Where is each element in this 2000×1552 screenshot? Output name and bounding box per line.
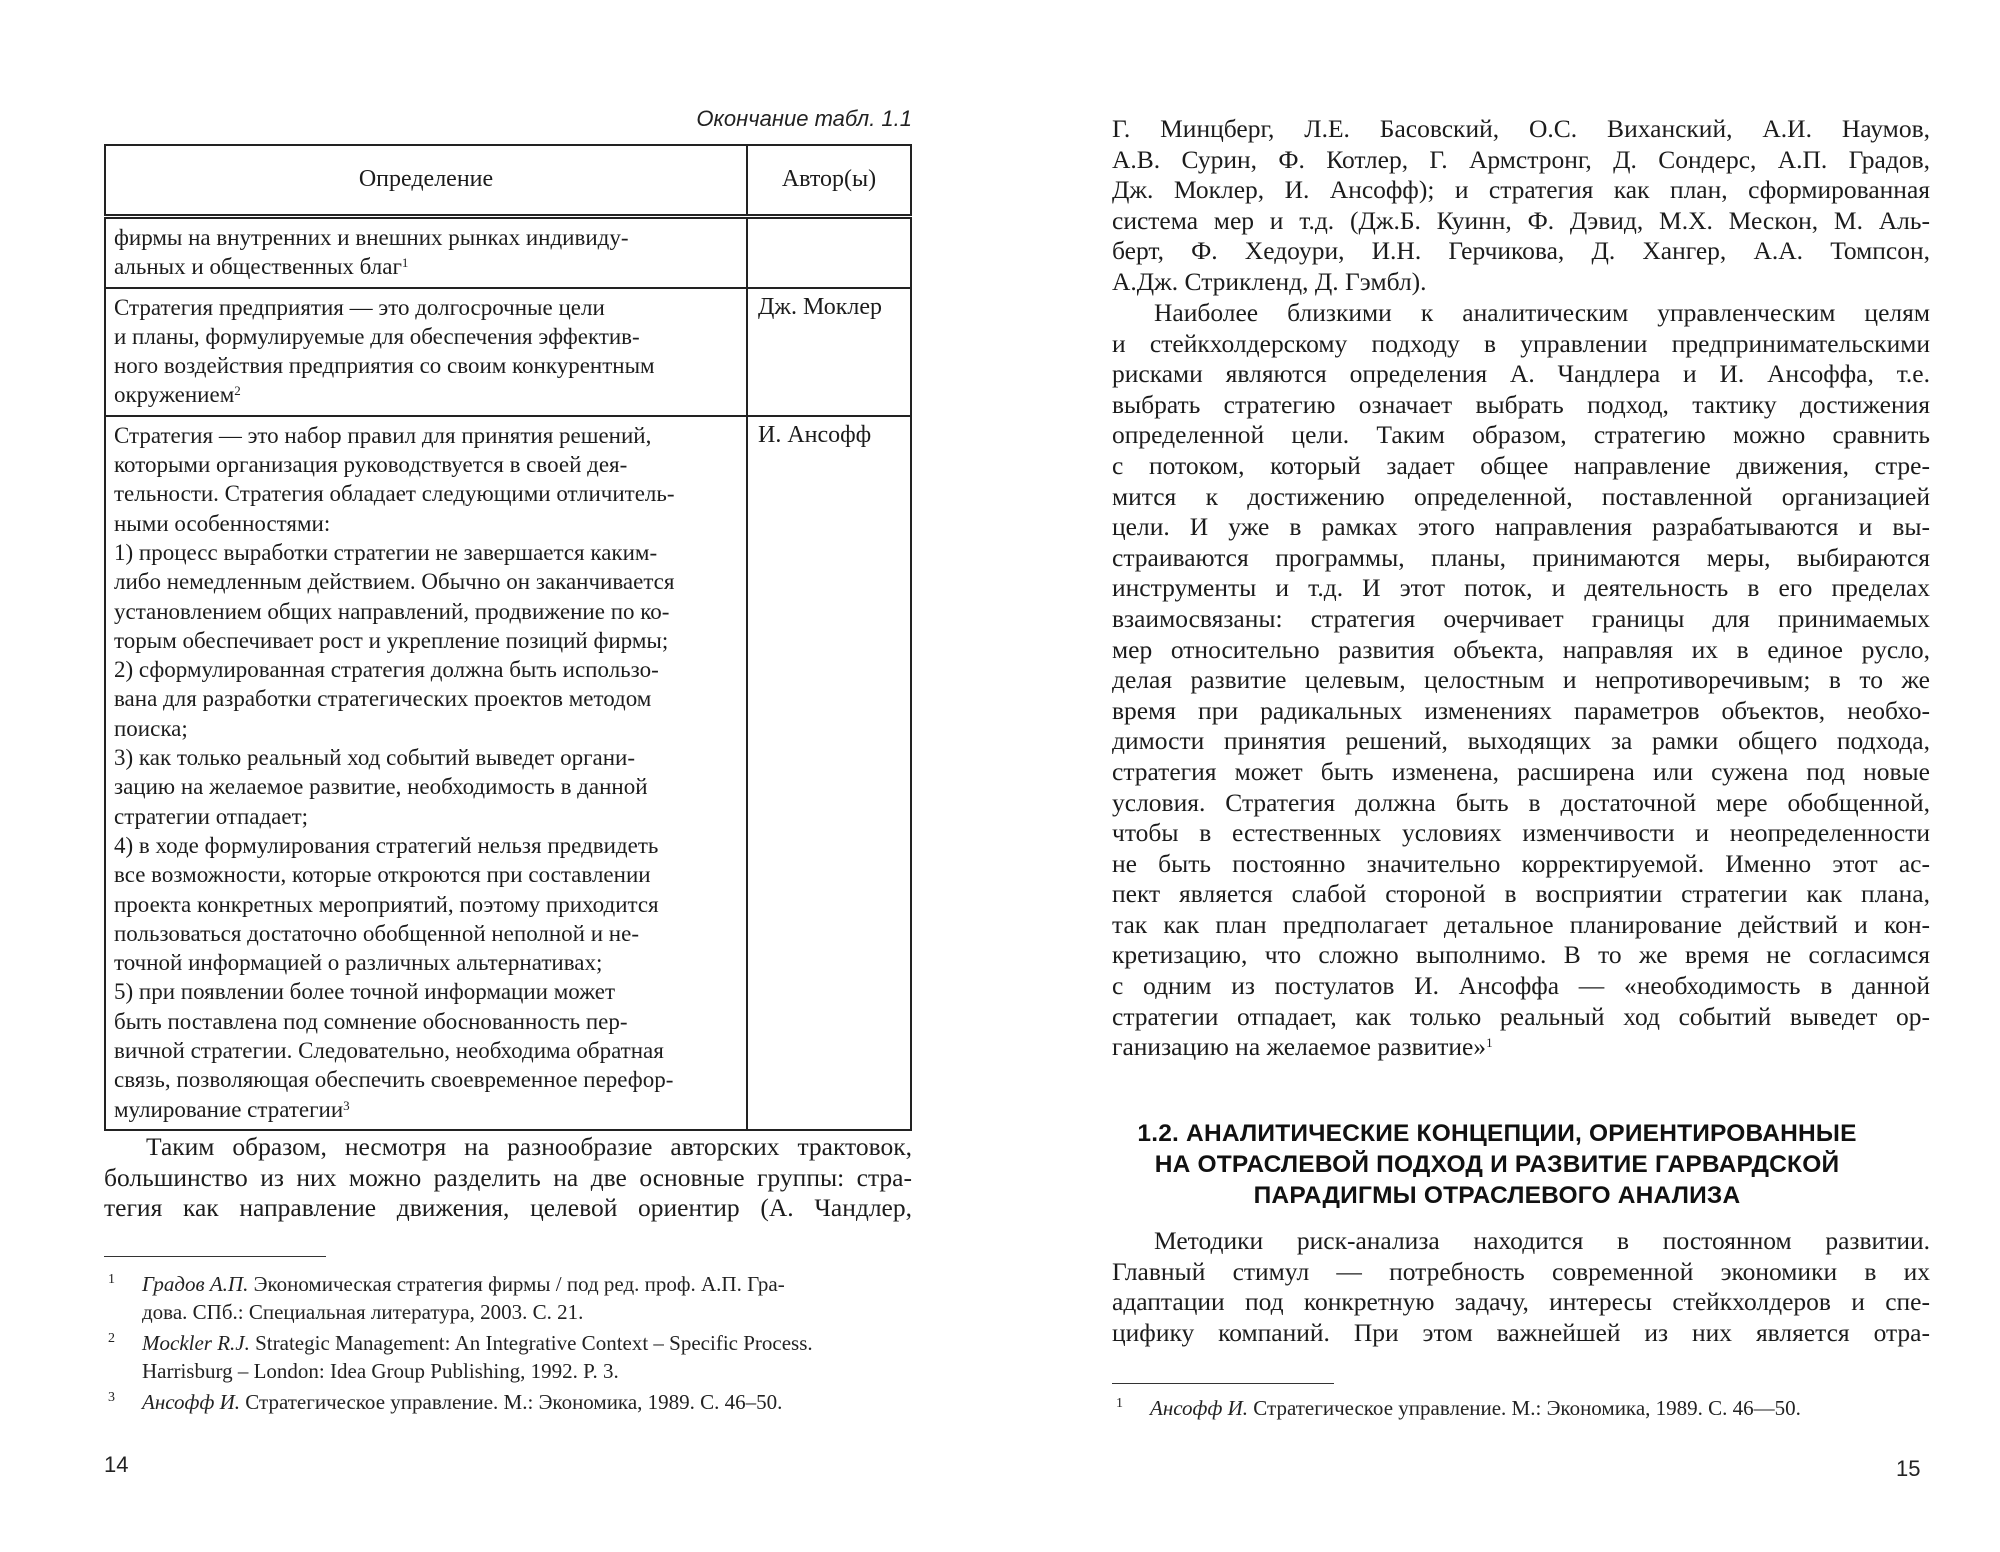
footnote-ref: 1 <box>1486 1035 1493 1051</box>
definitions-table <box>104 144 912 1131</box>
definition-line: альных и общественных благ <box>114 254 402 280</box>
text-line: тегия как направление движения, целевой ориентир (А. Чандлер, <box>104 1193 912 1223</box>
text-line: определенной цели. Таким образом, стратегию можно сравнить <box>1112 420 1930 450</box>
text-line: взаимосвязаны: стратегия очерчивает границы для принимаемых <box>1112 603 1930 633</box>
table-header-row <box>105 145 911 217</box>
text-line: так как план предполагает детальное планирование действий и кон- <box>1112 909 1930 939</box>
header-definition: Определение <box>105 145 747 217</box>
text-line: с одним из постулатов И. Ансоффа — «необходимость в данной <box>1112 971 1930 1001</box>
table-row <box>105 416 911 1130</box>
text-line: большинство из них можно разделить на две основные группы: стра- <box>104 1162 912 1192</box>
text-line: Наиболее близкими к аналитическим управленческим целям <box>1154 298 1930 327</box>
right-body-paragraph-2 <box>1112 298 1930 1063</box>
footnote-text: Strategic Management: An Integrative Context – Specific Process. <box>249 1331 813 1355</box>
text-line: условия. Стратегия должна быть в достаточной мере обобщенной, <box>1112 787 1930 817</box>
text-line: чтобы в естественных условиях изменчивости и неопределенности <box>1112 818 1930 848</box>
footnote <box>104 1270 912 1326</box>
author-cell: Дж. Моклер <box>747 288 911 416</box>
text-line: выбрать стратегию означает выбрать подход, тактику достижения <box>1112 389 1930 419</box>
text-line: цели. И уже в рамках этого направления разрабатываются и вы- <box>1112 512 1930 542</box>
page-number: 15 <box>1896 1456 1921 1481</box>
footnote-text: Стратегическое управление. М.: Экономика, 1989. С. 46–50. <box>240 1390 783 1414</box>
text-line: с потоком, который задает общее направление движения, стре- <box>1112 450 1930 480</box>
footnote-rule <box>1112 1383 1334 1384</box>
footnote-number: 1 <box>108 1272 115 1287</box>
footnote-ref: 3 <box>343 1097 350 1113</box>
definition-line: мулирование стратегии <box>114 1096 344 1122</box>
footnote-number: 3 <box>108 1390 115 1405</box>
text-line: и стейкхолдерскому подходу в управлении предпринимательскими <box>1112 328 1930 358</box>
author-cell: И. Ансофф <box>747 416 911 1130</box>
definition-line: связь, позволяющая обеспечить своевременное перефор- <box>114 1067 674 1093</box>
footnote-author: Градов А.П. <box>142 1272 249 1296</box>
definition-line: ного воздействия предприятия со своим конкурентным <box>114 353 655 379</box>
heading-line: 1.2. АНАЛИТИЧЕСКИЕ КОНЦЕПЦИИ, ОРИЕНТИРОВАННЫЕ <box>1137 1120 1857 1147</box>
definition-line: Стратегия — это набор правил для принятия решений, <box>114 422 652 448</box>
definition-line: 1) процесс выработки стратегии не завершается каким- <box>114 539 658 565</box>
footnote-text: Harrisburg – London: Idea Group Publishing, 1992. P. 3. <box>142 1359 619 1383</box>
footnote-text: Стратегическое управление. М.: Экономика, 1989. С. 46—50. <box>1248 1396 1801 1420</box>
definition-cell <box>105 217 747 288</box>
footnote-ref: 1 <box>401 255 409 271</box>
footnote-author: Ансофф И. <box>142 1390 241 1414</box>
heading-line: НА ОТРАСЛЕВОЙ ПОДХОД И РАЗВИТИЕ ГАРВАРДСКОЙ <box>1154 1151 1840 1178</box>
text-line: адаптации под конкретную задачу, интересы стейкхолдеров и спе- <box>1112 1287 1930 1317</box>
definition-line: вана для разработки стратегических проектов методом <box>114 686 652 712</box>
text-line: Главный стимул — потребность современной экономики в их <box>1112 1256 1930 1286</box>
definition-line: ными особенностями: <box>114 510 331 536</box>
text-line: димости принятия решений, выходящих за рамки общего подхода, <box>1112 726 1930 756</box>
definition-line: стратегии отпадает; <box>114 803 309 829</box>
footnote-rule <box>104 1256 326 1257</box>
table-row <box>105 288 911 416</box>
text-line: мится к достижению определенной, поставленной организацией <box>1112 481 1930 511</box>
definition-line: либо немедленным действием. Обычно он заканчивается <box>114 569 675 595</box>
text-line: Дж. Моклер, И. Ансофф); и стратегия как план, сформированная <box>1112 175 1930 205</box>
left-footnotes <box>104 1270 912 1419</box>
definition-line: проекта конкретных мероприятий, поэтому приходится <box>114 891 659 917</box>
definition-line: окружением <box>114 382 235 408</box>
definition-line: 2) сформулированная стратегия должна быть использо- <box>114 657 659 683</box>
text-line: Таким образом, несмотря на разнообразие авторских трактовок, <box>146 1132 912 1161</box>
footnote <box>1112 1394 1930 1422</box>
left-body-paragraph <box>104 1132 912 1224</box>
text-line: берт, Ф. Хедоури, И.Н. Герчикова, Д. Хангер, А.А. Томпсон, <box>1112 236 1930 266</box>
definition-line: и планы, формулируемые для обеспечения эффектив- <box>114 323 640 349</box>
definition-cell <box>105 416 747 1130</box>
text-line: ганизацию на желаемое развитие» <box>1112 1032 1487 1062</box>
right-body-paragraph-3 <box>1112 1226 1930 1348</box>
section-heading <box>1100 1118 1894 1211</box>
text-line: мер относительно развития объекта, направляя их в единое русло, <box>1112 634 1930 664</box>
definition-line: фирмы на внутренних и внешних рынках индивиду- <box>114 225 629 250</box>
definition-line: тельности. Стратегия обладает следующими отличитель- <box>114 481 675 507</box>
table-row <box>105 217 911 288</box>
text-line: А.В. Сурин, Ф. Котлер, Г. Армстронг, Д. Сондерс, А.П. Градов, <box>1112 144 1930 174</box>
text-line: пект является слабой стороной в восприятии стратегии как плана, <box>1112 879 1930 909</box>
definition-line: 4) в ходе формулирования стратегий нельзя предвидеть <box>114 832 659 858</box>
footnote <box>104 1329 912 1385</box>
header-authors: Автор(ы) <box>747 145 911 217</box>
definition-line: зацию на желаемое развитие, необходимость в данной <box>114 774 648 800</box>
definition-cell <box>105 288 747 416</box>
text-line: стратегия может быть изменена, расширена или сужена под новые <box>1112 756 1930 786</box>
definition-line: все возможности, которые откроются при составлении <box>114 862 651 888</box>
text-line: кретизацию, что сложно выполнимо. В то же время не согласимся <box>1112 940 1930 970</box>
definition-line: 3) как только реальный ход событий выведет органи- <box>114 745 635 771</box>
footnote-number: 1 <box>1116 1396 1123 1411</box>
page-number: 14 <box>104 1452 129 1477</box>
definition-line: Стратегия предприятия — это долгосрочные цели <box>114 294 605 320</box>
footnote-number: 2 <box>108 1331 115 1346</box>
text-line: Методики риск-анализа находится в постоянном развитии. <box>1154 1226 1930 1255</box>
definition-line: быть поставлена под сомнение обоснованность пер- <box>114 1008 628 1034</box>
text-line: не быть постоянно значительно корректируемой. Именно этот ас- <box>1112 848 1930 878</box>
footnote <box>104 1388 912 1416</box>
footnote-author: Ансофф И. <box>1150 1396 1249 1420</box>
definition-line: 5) при появлении более точной информации может <box>114 979 616 1005</box>
text-line: время при радикальных изменениях параметров объектов, необхо- <box>1112 695 1930 725</box>
right-footnotes <box>1112 1394 1930 1425</box>
text-line: А.Дж. Стрикленд, Д. Гэмбл). <box>1112 266 1427 296</box>
text-line: страиваются программы, планы, принимаются меры, выбираются <box>1112 542 1930 572</box>
footnote-text: дова. СПб.: Специальная литература, 2003. С. 21. <box>142 1300 584 1324</box>
text-line: Г. Минцберг, Л.Е. Басовский, О.С. Виханский, А.И. Наумов, <box>1112 114 1930 143</box>
definition-line: которыми организация руководствуется в своей дея- <box>114 452 628 478</box>
heading-line: ПАРАДИГМЫ ОТРАСЛЕВОГО АНАЛИЗА <box>1253 1182 1741 1209</box>
author-cell <box>747 217 911 288</box>
text-line: система мер и т.д. (Дж.Б. Куинн, Ф. Дэвид, М.Х. Мескон, М. Аль- <box>1112 205 1930 235</box>
text-line: цифику компаний. При этом важнейшей из них является отра- <box>1112 1317 1930 1347</box>
definition-line: вичной стратегии. Следовательно, необходима обратная <box>114 1038 664 1064</box>
right-body-paragraph-1 <box>1112 114 1930 298</box>
definition-line: точной информацией о различных альтернативах; <box>114 950 603 976</box>
text-line: делая развитие целевым, целостным и непротиворечивым; в то же <box>1112 665 1930 695</box>
right-page <box>1000 0 2000 1552</box>
definition-line: торым обеспечивает рост и укрепление позиций фирмы; <box>114 627 669 653</box>
text-line: рисками являются определения А. Чандлера и И. Ансоффа, т.е. <box>1112 359 1930 389</box>
text-line: инструменты и т.д. И этот поток, и деятельность в его пределах <box>1112 573 1930 603</box>
table-caption: Окончание табл. 1.1 <box>696 106 912 131</box>
footnote-ref: 2 <box>234 383 241 399</box>
footnote-text: Экономическая стратегия фирмы / под ред. проф. А.П. Гра- <box>248 1272 785 1296</box>
definition-line: установлением общих направлений, продвижение по ко- <box>114 598 670 624</box>
definition-line: пользоваться достаточно обобщенной неполной и не- <box>114 920 639 946</box>
text-line: стратегии отпадает, как только реальный ход событий выведет ор- <box>1112 1001 1930 1031</box>
definition-line: поиска; <box>114 715 188 741</box>
footnote-author: Mockler R.J. <box>142 1331 250 1355</box>
